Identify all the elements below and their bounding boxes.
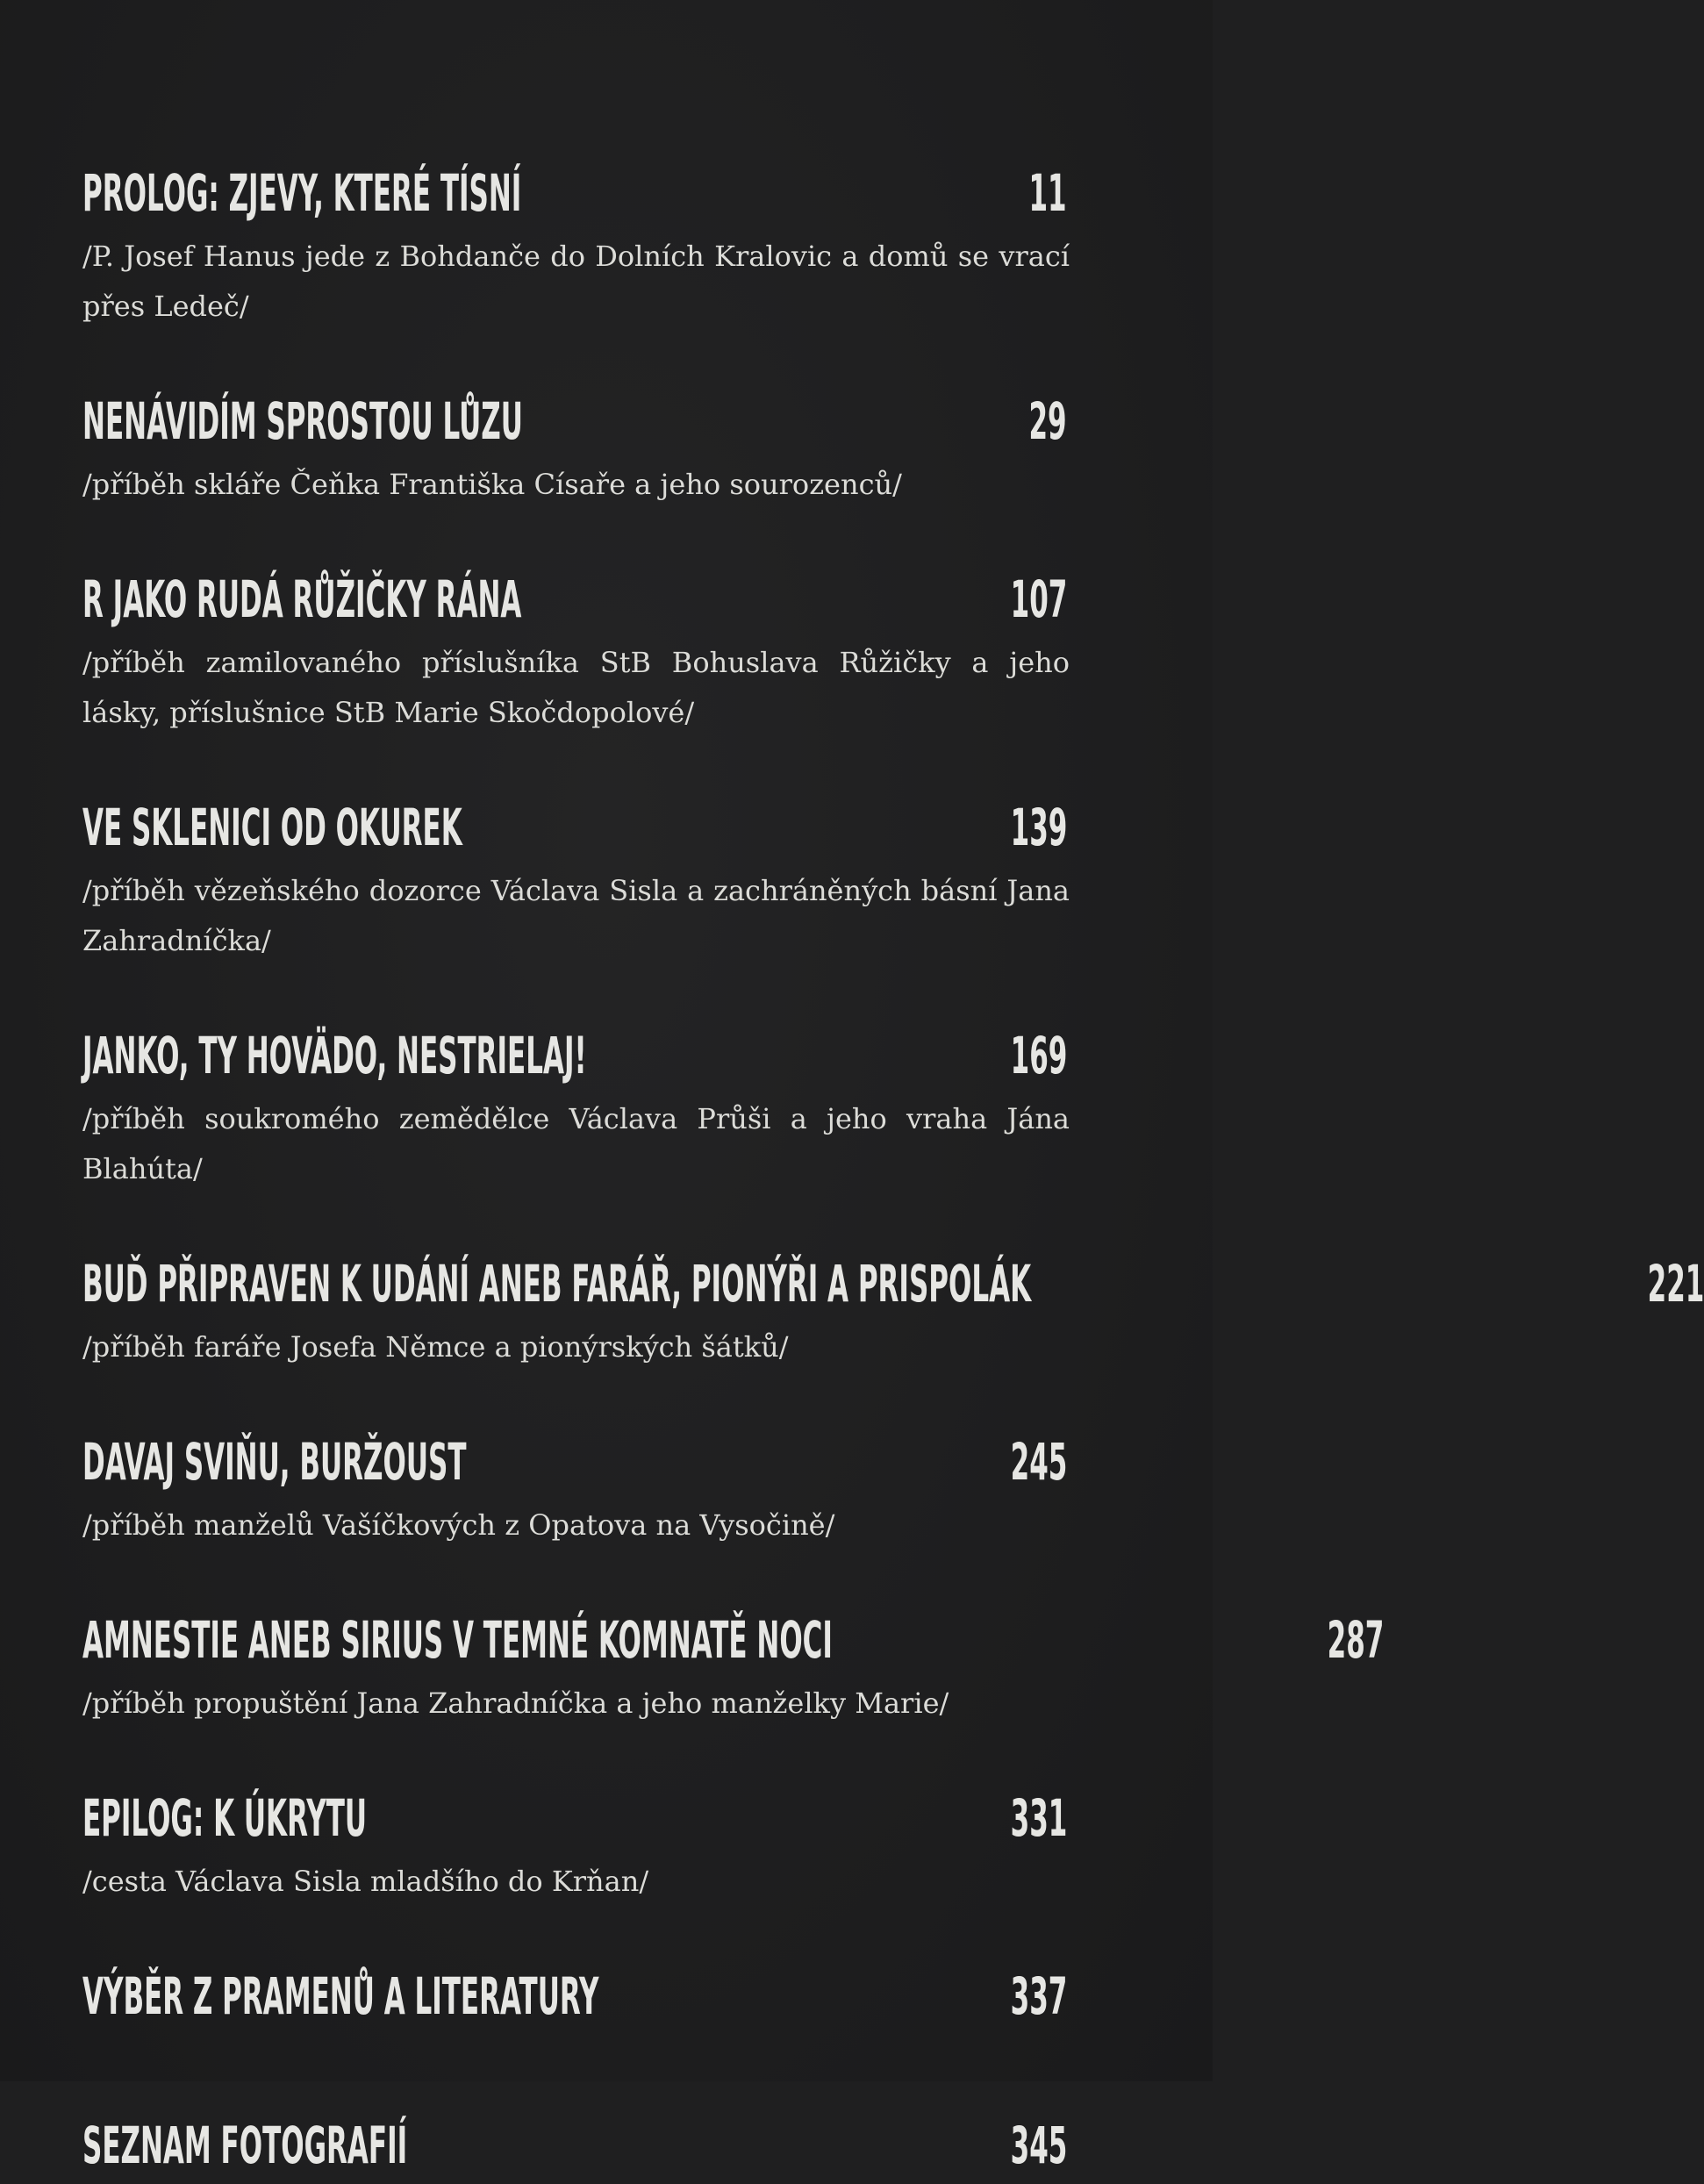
table-of-contents — [82, 163, 1704, 2184]
chapter-page-number: 345 — [1010, 2116, 1067, 2175]
chapter-description: /příběh propuštění Jana Zahradníčka a jeho manželky Marie/ — [82, 1686, 949, 1720]
chapter-title: PROLOG: ZJEVY, KTERÉ TÍSNÍ — [82, 163, 522, 223]
chapter-title: NENÁVIDÍM SPROSTOU LŮZU — [82, 391, 523, 451]
chapter-page-number: 245 — [1010, 1432, 1067, 1492]
toc-entry-vyber-z-pramenu[interactable] — [82, 1968, 1067, 2035]
chapter-description: /příběh soukromého zemědělce Václava Průši a jeho vraha Jána Blahúta/ — [82, 1102, 1070, 1185]
toc-entry-r-jako-ruda[interactable] — [82, 569, 1070, 738]
chapter-title: JANKO, TY HOVÄDO, NESTRIELAJ! — [82, 1026, 587, 1085]
toc-entry-ve-sklenici[interactable] — [82, 798, 1070, 966]
chapter-title: VÝBĚR Z PRAMENŮ A LITERATURY — [82, 1966, 599, 2026]
chapter-description: /příběh skláře Čeňka Františka Císaře a jeho sourozenců/ — [82, 468, 902, 501]
chapter-page-number: 29 — [1028, 391, 1067, 451]
toc-entry-janko[interactable] — [82, 1026, 1070, 1194]
chapter-page-number: 11 — [1028, 163, 1067, 223]
chapter-description: /příběh faráře Josefa Němce a pionýrských šátků/ — [82, 1330, 789, 1364]
chapter-description: /P. Josef Hanus jede z Bohdanče do Dolních Kralovic a domů se vrací přes Ledeč/ — [82, 240, 1070, 323]
chapter-title: R JAKO RUDÁ RŮŽIČKY RÁNA — [82, 569, 522, 629]
chapter-page-number: 287 — [1327, 1610, 1385, 1670]
chapter-page-number: 331 — [1010, 1788, 1067, 1848]
chapter-description: /příběh vězeňského dozorce Václava Sisla a zachráněných básní Jana Zahradníčka/ — [82, 874, 1070, 957]
chapter-title: VE SKLENICI OD OKUREK — [82, 798, 462, 857]
chapter-page-number: 221 — [1647, 1254, 1704, 1314]
chapter-page-number: 337 — [1010, 1966, 1067, 2026]
toc-entry-seznam-fotografii[interactable] — [82, 2117, 1067, 2184]
chapter-description: /příběh zamilovaného příslušníka StB Bohuslava Růžičky a jeho lásky, příslušnice StB Marie Skočdopolové/ — [82, 646, 1070, 729]
chapter-page-number: 139 — [1010, 798, 1067, 857]
toc-entry-epilog[interactable] — [82, 1790, 1067, 1907]
chapter-page-number: 169 — [1010, 1026, 1067, 1085]
chapter-title: SEZNAM FOTOGRAFIÍ — [82, 2116, 408, 2175]
toc-entry-bud-pripraven[interactable] — [82, 1254, 1704, 1372]
chapter-title: AMNESTIE ANEB SIRIUS V TEMNÉ KOMNATĚ NOCI — [82, 1610, 833, 1670]
chapter-title: BUĎ PŘIPRAVEN K UDÁNÍ ANEB FARÁŘ, PIONÝŘI A PRISPOLÁK — [82, 1254, 1032, 1314]
chapter-page-number: 107 — [1010, 569, 1067, 629]
toc-entry-prolog[interactable] — [82, 163, 1070, 332]
chapter-description: /cesta Václava Sisla mladšího do Krňan/ — [82, 1865, 649, 1898]
toc-entry-amnestie[interactable] — [82, 1610, 1385, 1729]
chapter-title: DAVAJ SVIŇU, BURŽOUST — [82, 1432, 467, 1492]
chapter-title: EPILOG: K ÚKRYTU — [82, 1788, 368, 1848]
toc-entry-davaj-svinu[interactable] — [82, 1434, 1067, 1550]
toc-entry-nenavidim[interactable] — [82, 393, 1067, 510]
chapter-description: /příběh manželů Vašíčkových z Opatova na Vysočině/ — [82, 1508, 835, 1542]
